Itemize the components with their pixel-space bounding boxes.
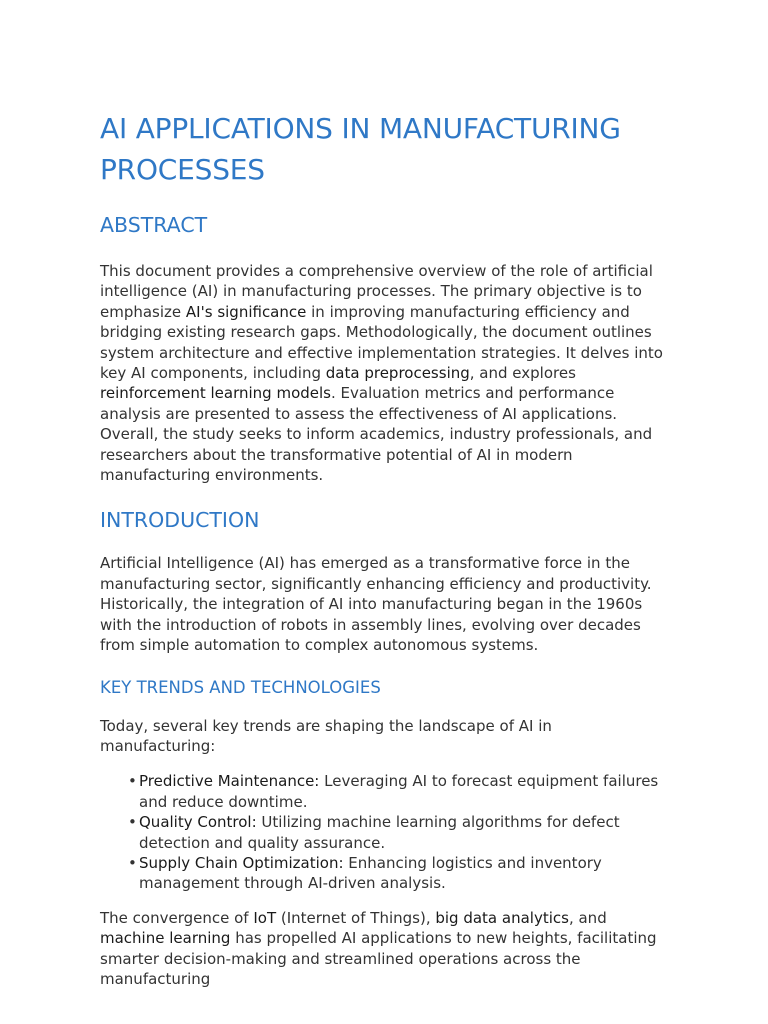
key-trends-lead: Today, several key trends are shaping the landscape of AI in manufacturing: — [100, 716, 552, 755]
abstract-keyword-data-preprocessing: data preprocessing — [325, 364, 470, 383]
introduction-paragraph: Artificial Intelligence (AI) has emerged as a transformative force in the manufacturing sector, significantly enhancing efficiency and productivity. Historically, the integration of AI into manufacturing began in the 1960s with the introduction of robots in assembly lines, evolving over decades from simple automation to complex autonomous systems. — [100, 554, 652, 655]
bullet-icon: • — [128, 853, 137, 872]
bullet-icon: • — [128, 813, 137, 832]
list-item-text: Utilizing machine learning algorithms for defect detection and quality assurance. — [139, 813, 620, 852]
introduction-heading: INTRODUCTION — [100, 508, 260, 533]
bullet-icon: • — [128, 772, 137, 791]
abstract-keyword-ai-significance: AI's significance — [185, 302, 307, 321]
closing-keyword-big-data: big data analytics — [435, 908, 569, 927]
closing-text-2: (Internet of Things), — [276, 908, 436, 927]
abstract-text-2: in improving manufacturing efficiency and bridging existing research gaps. Methodologically, the document outlines system architecture and effective implementation strategies. It delves into key AI components, including — [100, 302, 663, 383]
abstract-keyword-reinforcement-learning: reinforcement learning models — [100, 384, 331, 403]
key-trends-heading: KEY TRENDS AND TECHNOLOGIES — [100, 677, 381, 697]
abstract-paragraph — [100, 261, 668, 485]
closing-keyword-iot: IoT — [253, 908, 277, 927]
list-item — [128, 853, 668, 894]
abstract-text-1: This document provides a comprehensive overview of the role of artificial intelligence (AI) in manufacturing processes. The primary objective is to emphasize — [100, 262, 653, 321]
document-page — [100, 108, 668, 989]
abstract-text-3: , and explores — [469, 364, 576, 383]
document-title: AI APPLICATIONS IN MANUFACTURING PROCESSES — [100, 112, 621, 186]
list-item-text: Leveraging AI to forecast equipment failures and reduce downtime. — [139, 772, 659, 811]
abstract-heading: ABSTRACT — [100, 213, 208, 237]
closing-text-1: The convergence of — [100, 908, 254, 927]
closing-text-4: has propelled AI applications to new heights, facilitating smarter decision-making and streamlined operations across the manufacturing — [100, 929, 657, 988]
list-item-term: Supply Chain Optimization: — [139, 853, 344, 872]
key-trends-list — [100, 771, 668, 893]
abstract-text-4: . Evaluation metrics and performance analysis are presented to assess the effectiveness of AI applications. Overall, the study seeks to inform academics, industry professionals, and researchers about the transformative potential of AI in modern manufacturing environments. — [100, 384, 653, 485]
list-item-term: Predictive Maintenance: — [139, 772, 320, 791]
list-item-term: Quality Control: — [139, 813, 257, 832]
list-item — [128, 812, 668, 853]
closing-keyword-machine-learning: machine learning — [100, 929, 231, 948]
closing-paragraph — [100, 908, 668, 990]
closing-text-3: , and — [568, 908, 607, 927]
list-item-text: Enhancing logistics and inventory management through AI-driven analysis. — [139, 853, 602, 893]
list-item — [128, 771, 668, 812]
